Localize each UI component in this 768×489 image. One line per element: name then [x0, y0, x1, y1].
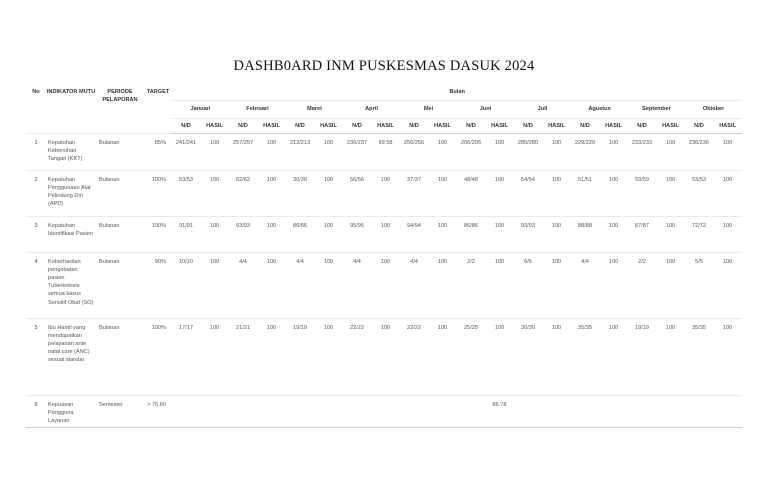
- nd-cell: 229/229: [571, 134, 599, 171]
- target-cell: 100%: [144, 217, 172, 253]
- row-number: 3: [26, 217, 46, 253]
- nd-cell: 94/94: [400, 217, 428, 253]
- hasil-cell: 100: [542, 319, 571, 396]
- hasil-cell: 100: [428, 134, 457, 171]
- hasil-cell: 100: [314, 171, 343, 217]
- nd-cell: 53/53: [685, 171, 713, 217]
- nd-cell: 17/17: [172, 319, 200, 396]
- nd-cell: 22/22: [343, 319, 371, 396]
- hasil-cell: [656, 396, 685, 428]
- hasil-cell: [200, 396, 229, 428]
- hasil-cell: 100: [485, 217, 514, 253]
- hasil-header: HASIL: [713, 119, 742, 134]
- nd-cell: [685, 396, 713, 428]
- hasil-cell: 100: [428, 217, 457, 253]
- header-bulan: Bulan: [172, 86, 742, 101]
- hasil-cell: 100: [200, 253, 229, 319]
- periode-cell: Bulanan: [96, 217, 144, 253]
- nd-cell: 30/30: [514, 319, 542, 396]
- nd-header: N/D: [685, 119, 713, 134]
- nd-header: N/D: [514, 119, 542, 134]
- nd-cell: 2/2: [457, 253, 485, 319]
- nd-cell: 95/95: [343, 217, 371, 253]
- nd-cell: 56/56: [343, 171, 371, 217]
- nd-cell: 257/257: [229, 134, 257, 171]
- hasil-cell: 100: [371, 319, 400, 396]
- nd-cell: 25/25: [457, 319, 485, 396]
- hasil-cell: [599, 396, 628, 428]
- inm-table: [26, 86, 742, 428]
- periode-cell: Semester: [96, 396, 144, 428]
- month-header: April: [343, 101, 400, 119]
- hasil-header: HASIL: [371, 119, 400, 134]
- hasil-header: HASIL: [599, 119, 628, 134]
- nd-cell: 236/237: [343, 134, 371, 171]
- hasil-header: HASIL: [656, 119, 685, 134]
- nd-cell: 2/2: [628, 253, 656, 319]
- nd-header: N/D: [400, 119, 428, 134]
- nd-cell: 236/236: [685, 134, 713, 171]
- nd-cell: 5/5: [685, 253, 713, 319]
- nd-cell: [229, 396, 257, 428]
- hasil-cell: 100: [485, 171, 514, 217]
- nd-cell: 233/233: [628, 134, 656, 171]
- hasil-cell: 100: [314, 217, 343, 253]
- hasil-cell: 100: [542, 171, 571, 217]
- nd-cell: 22/22: [400, 319, 428, 396]
- periode-cell: Bulanan: [96, 319, 144, 396]
- nd-cell: 4/4: [400, 253, 428, 319]
- nd-header: N/D: [343, 119, 371, 134]
- target-cell: 85%: [144, 134, 172, 171]
- nd-cell: [400, 396, 428, 428]
- indikator-cell: Keberhasilan pengobatan pasien Tuberkolosis semua kasus Sensitif Obat (SO): [46, 253, 96, 319]
- table-row: [26, 171, 742, 217]
- hasil-cell: 100: [371, 217, 400, 253]
- nd-cell: [457, 396, 485, 428]
- hasil-cell: 100: [713, 253, 742, 319]
- month-header: Februari: [229, 101, 286, 119]
- nd-cell: 88/88: [571, 217, 599, 253]
- hasil-cell: 100: [200, 171, 229, 217]
- header-target: TARGET: [144, 86, 172, 134]
- hasil-cell: 100: [257, 253, 286, 319]
- table-row: [26, 134, 742, 171]
- nd-header: N/D: [286, 119, 314, 134]
- nd-cell: 91/91: [172, 217, 200, 253]
- header-periode: PERIODE PELAPORAN: [96, 86, 144, 134]
- nd-header: N/D: [571, 119, 599, 134]
- hasil-cell: 100: [485, 253, 514, 319]
- hasil-cell: 100: [428, 171, 457, 217]
- hasil-cell: [314, 396, 343, 428]
- hasil-cell: 100: [656, 319, 685, 396]
- nd-cell: 4/4: [286, 253, 314, 319]
- nd-cell: 241/241: [172, 134, 200, 171]
- hasil-cell: 100: [713, 134, 742, 171]
- nd-cell: 4/4: [229, 253, 257, 319]
- row-number: 6: [26, 396, 46, 428]
- nd-cell: [628, 396, 656, 428]
- table-row: [26, 396, 742, 428]
- target-cell: > 76,60: [144, 396, 172, 428]
- hasil-cell: 100: [200, 319, 229, 396]
- nd-cell: [343, 396, 371, 428]
- nd-cell: 10/10: [172, 253, 200, 319]
- nd-cell: 30/30: [286, 171, 314, 217]
- hasil-header: HASIL: [428, 119, 457, 134]
- nd-cell: 6/6: [514, 253, 542, 319]
- hasil-cell: 100: [257, 134, 286, 171]
- nd-cell: 37/37: [400, 171, 428, 217]
- hasil-cell: 100: [713, 171, 742, 217]
- row-number: 2: [26, 171, 46, 217]
- inm-dashboard-sheet: [26, 86, 742, 428]
- nd-cell: 4/4: [343, 253, 371, 319]
- hasil-cell: 100: [200, 134, 229, 171]
- nd-cell: 21/21: [229, 319, 257, 396]
- nd-cell: 93/93: [229, 217, 257, 253]
- month-header: Juni: [457, 101, 514, 119]
- hasil-cell: 100: [200, 217, 229, 253]
- nd-cell: 213/213: [286, 134, 314, 171]
- month-header: Oktober: [685, 101, 742, 119]
- table-row: [26, 253, 742, 319]
- nd-cell: 4/4: [571, 253, 599, 319]
- indikator-cell: Kepatuhan Identifikasi Pasien: [46, 217, 96, 253]
- month-header: September: [628, 101, 685, 119]
- hasil-cell: 100: [599, 253, 628, 319]
- hasil-cell: 100: [428, 319, 457, 396]
- table-header: [26, 86, 742, 134]
- header-indikator: INDIKATOR MUTU: [46, 86, 96, 134]
- target-cell: 100%: [144, 319, 172, 396]
- indikator-cell: Ibu Hamil yang mendapatkan pelayanan ante natal care (ANC) sesuai standar: [46, 319, 96, 396]
- indikator-cell: Kepatuhan Kebersihan Tangan (KKT): [46, 134, 96, 171]
- nd-cell: 35/35: [685, 319, 713, 396]
- nd-cell: 280/280: [514, 134, 542, 171]
- nd-cell: [286, 396, 314, 428]
- hasil-cell: 100: [656, 171, 685, 217]
- hasil-cell: 100: [485, 319, 514, 396]
- month-header: Maret: [286, 101, 343, 119]
- nd-header: N/D: [172, 119, 200, 134]
- month-header: Januari: [172, 101, 229, 119]
- hasil-cell: 100: [314, 253, 343, 319]
- table-row: [26, 319, 742, 396]
- nd-cell: 86/86: [457, 217, 485, 253]
- row-number: 1: [26, 134, 46, 171]
- hasil-header: HASIL: [314, 119, 343, 134]
- row-number: 4: [26, 253, 46, 319]
- hasil-cell: 86.78: [485, 396, 514, 428]
- nd-cell: 51/51: [571, 171, 599, 217]
- hasil-cell: 100: [599, 319, 628, 396]
- hasil-cell: 100: [713, 217, 742, 253]
- hasil-cell: 100: [314, 134, 343, 171]
- indikator-cell: Kepuasan Pengguna Layanan: [46, 396, 96, 428]
- hasil-header: HASIL: [485, 119, 514, 134]
- page-title: DASHB0ARD INM PUSKESMAS DASUK 2024: [233, 58, 535, 74]
- table-body: [26, 134, 742, 428]
- nd-cell: 72/72: [685, 217, 713, 253]
- nd-cell: [172, 396, 200, 428]
- month-header: Mei: [400, 101, 457, 119]
- periode-cell: Bulanan: [96, 134, 144, 171]
- nd-cell: 53/53: [172, 171, 200, 217]
- hasil-cell: 100: [656, 134, 685, 171]
- hasil-cell: 100: [257, 217, 286, 253]
- hasil-cell: 100: [599, 217, 628, 253]
- nd-cell: 19/19: [628, 319, 656, 396]
- hasil-cell: 99.58: [371, 134, 400, 171]
- hasil-header: HASIL: [542, 119, 571, 134]
- target-cell: 100%: [144, 171, 172, 217]
- hasil-cell: 100: [599, 134, 628, 171]
- nd-header: N/D: [457, 119, 485, 134]
- hasil-cell: 100: [656, 253, 685, 319]
- hasil-cell: [713, 396, 742, 428]
- hasil-cell: [257, 396, 286, 428]
- nd-cell: 59/59: [628, 171, 656, 217]
- nd-cell: 35/35: [571, 319, 599, 396]
- hasil-cell: 100: [428, 253, 457, 319]
- target-cell: 90%: [144, 253, 172, 319]
- nd-cell: 19/19: [286, 319, 314, 396]
- hasil-cell: 100: [371, 253, 400, 319]
- nd-cell: [514, 396, 542, 428]
- hasil-cell: 100: [257, 171, 286, 217]
- hasil-cell: 100: [542, 217, 571, 253]
- hasil-cell: 100: [599, 171, 628, 217]
- nd-cell: 62/62: [229, 171, 257, 217]
- hasil-cell: [371, 396, 400, 428]
- header-no: No: [26, 86, 46, 134]
- periode-cell: Bulanan: [96, 171, 144, 217]
- hasil-cell: 100: [485, 134, 514, 171]
- hasil-cell: [428, 396, 457, 428]
- hasil-cell: 100: [257, 319, 286, 396]
- month-header: Agustus: [571, 101, 628, 119]
- nd-cell: 93/93: [514, 217, 542, 253]
- nd-cell: 206/206: [457, 134, 485, 171]
- hasil-cell: 100: [371, 171, 400, 217]
- hasil-cell: 100: [542, 253, 571, 319]
- indikator-cell: Kepatuhan Penggunaan Alat Pelindung Diri (APD): [46, 171, 96, 217]
- row-number: 5: [26, 319, 46, 396]
- nd-cell: 87/87: [628, 217, 656, 253]
- periode-cell: Bulanan: [96, 253, 144, 319]
- hasil-cell: 100: [656, 217, 685, 253]
- nd-cell: 256/256: [400, 134, 428, 171]
- nd-cell: [571, 396, 599, 428]
- nd-cell: 48/48: [457, 171, 485, 217]
- month-header: Juli: [514, 101, 571, 119]
- hasil-cell: [542, 396, 571, 428]
- hasil-cell: 100: [713, 319, 742, 396]
- hasil-header: HASIL: [200, 119, 229, 134]
- hasil-cell: 100: [314, 319, 343, 396]
- hasil-header: HASIL: [257, 119, 286, 134]
- nd-header: N/D: [628, 119, 656, 134]
- nd-cell: 86/86: [286, 217, 314, 253]
- hasil-cell: 100: [542, 134, 571, 171]
- table-row: [26, 217, 742, 253]
- nd-header: N/D: [229, 119, 257, 134]
- nd-cell: 54/54: [514, 171, 542, 217]
